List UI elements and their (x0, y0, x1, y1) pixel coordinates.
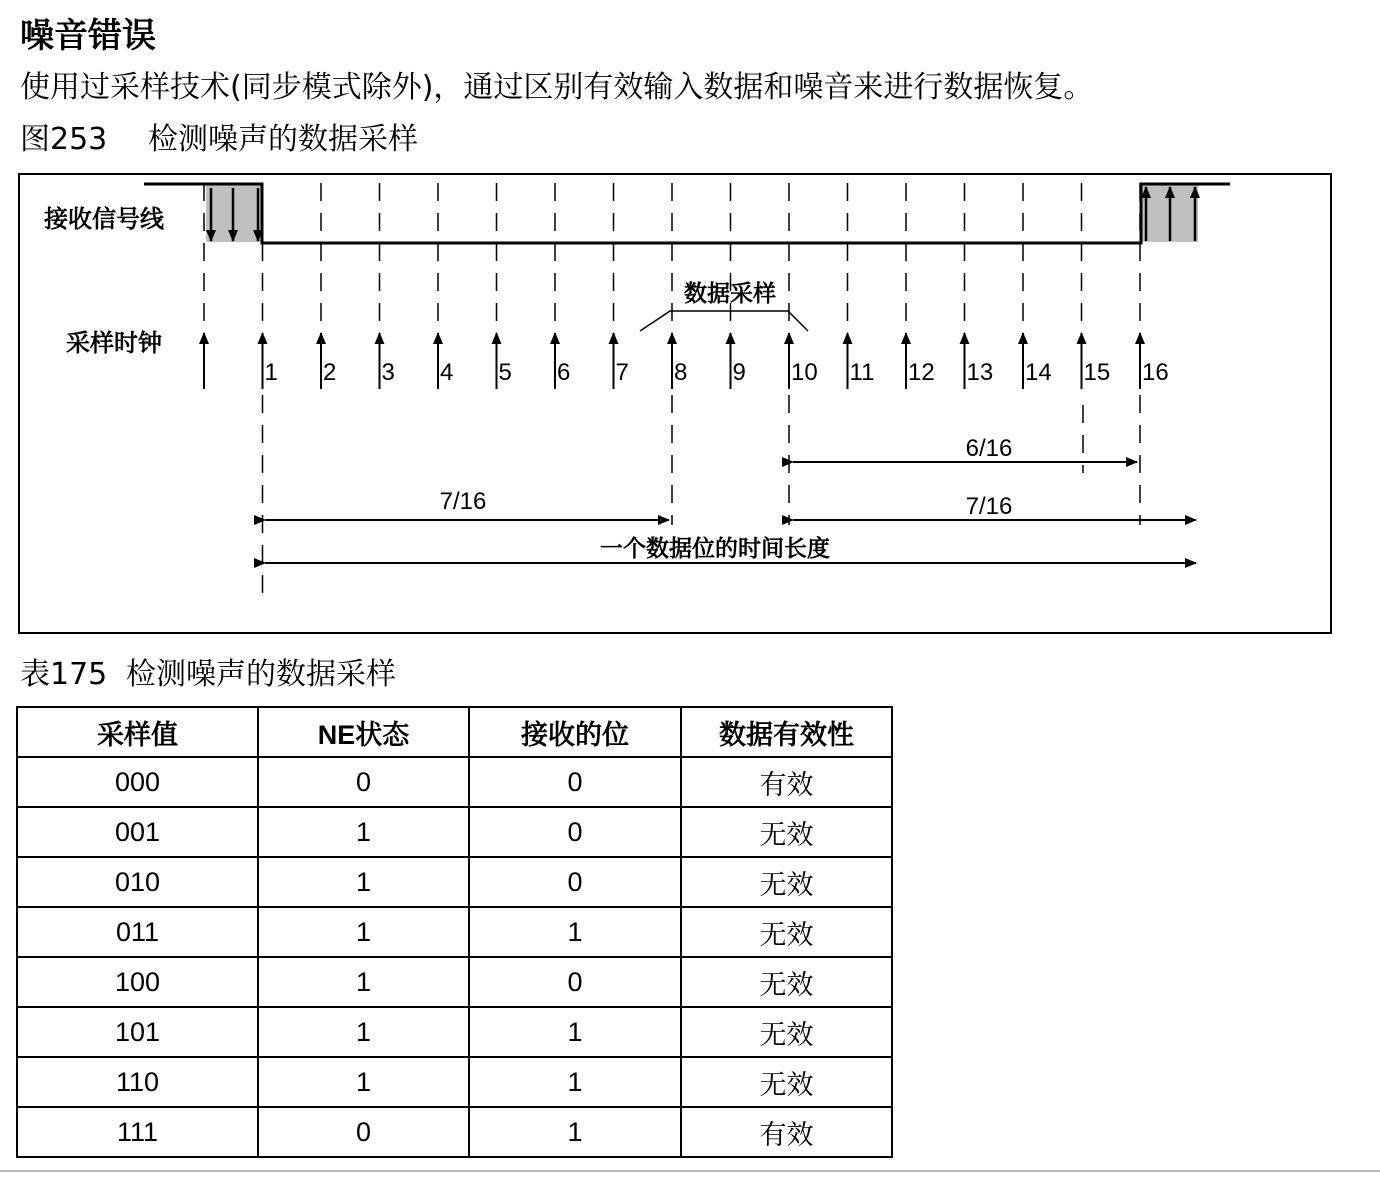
cell-received-bit: 0 (469, 857, 681, 907)
clock-tick-label: 15 (1083, 359, 1111, 386)
page-footer-rule (0, 1170, 1380, 1172)
sampling-diagram (18, 173, 1332, 634)
table-row (17, 807, 892, 857)
clock-tick-label: 7 (615, 359, 629, 386)
table-caption (20, 653, 396, 697)
cell-validity: 无效 (681, 907, 892, 957)
table-row (17, 1007, 892, 1057)
span-bit-time-label: 一个数据位的时间长度 (600, 536, 830, 562)
table-number: 表175 (20, 657, 108, 692)
clock-tick-label: 14 (1025, 359, 1052, 386)
clock-tick-label: 16 (1142, 359, 1169, 386)
cell-ne-status: 1 (258, 857, 469, 907)
clock-tick-label: 5 (498, 359, 512, 386)
cell-ne-status: 1 (258, 957, 469, 1007)
header-sample-value: 采样值 (17, 707, 258, 757)
cell-received-bit: 1 (469, 1107, 681, 1157)
figure-title: 检测噪声的数据采样 (148, 122, 418, 157)
clock-tick-label: 13 (966, 359, 994, 386)
figure-caption (20, 118, 418, 162)
noise-sampling-table (16, 706, 893, 1158)
header-data-validity: 数据有效性 (681, 707, 892, 757)
cell-ne-status: 1 (258, 1007, 469, 1057)
sample-clock-label: 采样时钟 (66, 329, 162, 357)
cell-sample-value: 111 (17, 1107, 258, 1157)
clock-tick-label: 9 (732, 359, 746, 386)
cell-validity: 无效 (681, 857, 892, 907)
header-ne-status: NE状态 (258, 707, 469, 757)
cell-sample-value: 100 (17, 957, 258, 1007)
clock-tick-label: 11 (849, 359, 875, 386)
table-row (17, 757, 892, 807)
span-six-sixteenths-label: 6/16 (965, 435, 1013, 462)
cell-validity: 无效 (681, 1057, 892, 1107)
cell-sample-value: 010 (17, 857, 258, 907)
cell-sample-value: 101 (17, 1007, 258, 1057)
cell-sample-value: 000 (17, 757, 258, 807)
table-row (17, 1107, 892, 1157)
table-row (17, 907, 892, 957)
cell-validity: 无效 (681, 807, 892, 857)
table-header-row (17, 707, 892, 757)
clock-tick-label: 6 (557, 359, 571, 386)
cell-validity: 有效 (681, 757, 892, 807)
cell-received-bit: 1 (469, 907, 681, 957)
rx-line-label: 接收信号线 (44, 205, 164, 233)
table-row (17, 957, 892, 1007)
sampling-diagram-svg (18, 173, 1332, 634)
table-title: 检测噪声的数据采样 (126, 657, 396, 692)
span-second-label: 7/16 (965, 493, 1013, 520)
cell-received-bit: 1 (469, 1057, 681, 1107)
clock-tick-label: 8 (674, 359, 688, 386)
cell-validity: 有效 (681, 1107, 892, 1157)
span-first-label: 7/16 (439, 488, 487, 515)
clock-tick-label: 3 (381, 359, 395, 386)
cell-ne-status: 1 (258, 907, 469, 957)
cell-received-bit: 0 (469, 807, 681, 857)
cell-sample-value: 110 (17, 1057, 258, 1107)
cell-sample-value: 011 (17, 907, 258, 957)
cell-received-bit: 1 (469, 1007, 681, 1057)
intro-paragraph: 使用过采样技术(同步模式除外)，通过区别有效输入数据和噪音来进行数据恢复。 (20, 70, 1094, 105)
clock-tick-label: 10 (791, 359, 818, 386)
table-row (17, 857, 892, 907)
cell-ne-status: 0 (258, 757, 469, 807)
cell-ne-status: 1 (258, 807, 469, 857)
cell-received-bit: 0 (469, 757, 681, 807)
figure-number: 图253 (20, 122, 108, 157)
cell-ne-status: 0 (258, 1107, 469, 1157)
clock-tick-label: 4 (440, 359, 454, 386)
cell-sample-value: 001 (17, 807, 258, 857)
cell-received-bit: 0 (469, 957, 681, 1007)
cell-ne-status: 1 (258, 1057, 469, 1107)
table-row (17, 1057, 892, 1107)
cell-validity: 无效 (681, 957, 892, 1007)
header-received-bit: 接收的位 (469, 707, 681, 757)
clock-tick-label: 12 (908, 359, 935, 386)
data-sampling-label: 数据采样 (684, 281, 776, 307)
section-heading: 噪音错误 (20, 16, 156, 56)
cell-validity: 无效 (681, 1007, 892, 1057)
clock-tick-label: 2 (323, 359, 337, 386)
clock-tick-label: 1 (264, 359, 278, 386)
